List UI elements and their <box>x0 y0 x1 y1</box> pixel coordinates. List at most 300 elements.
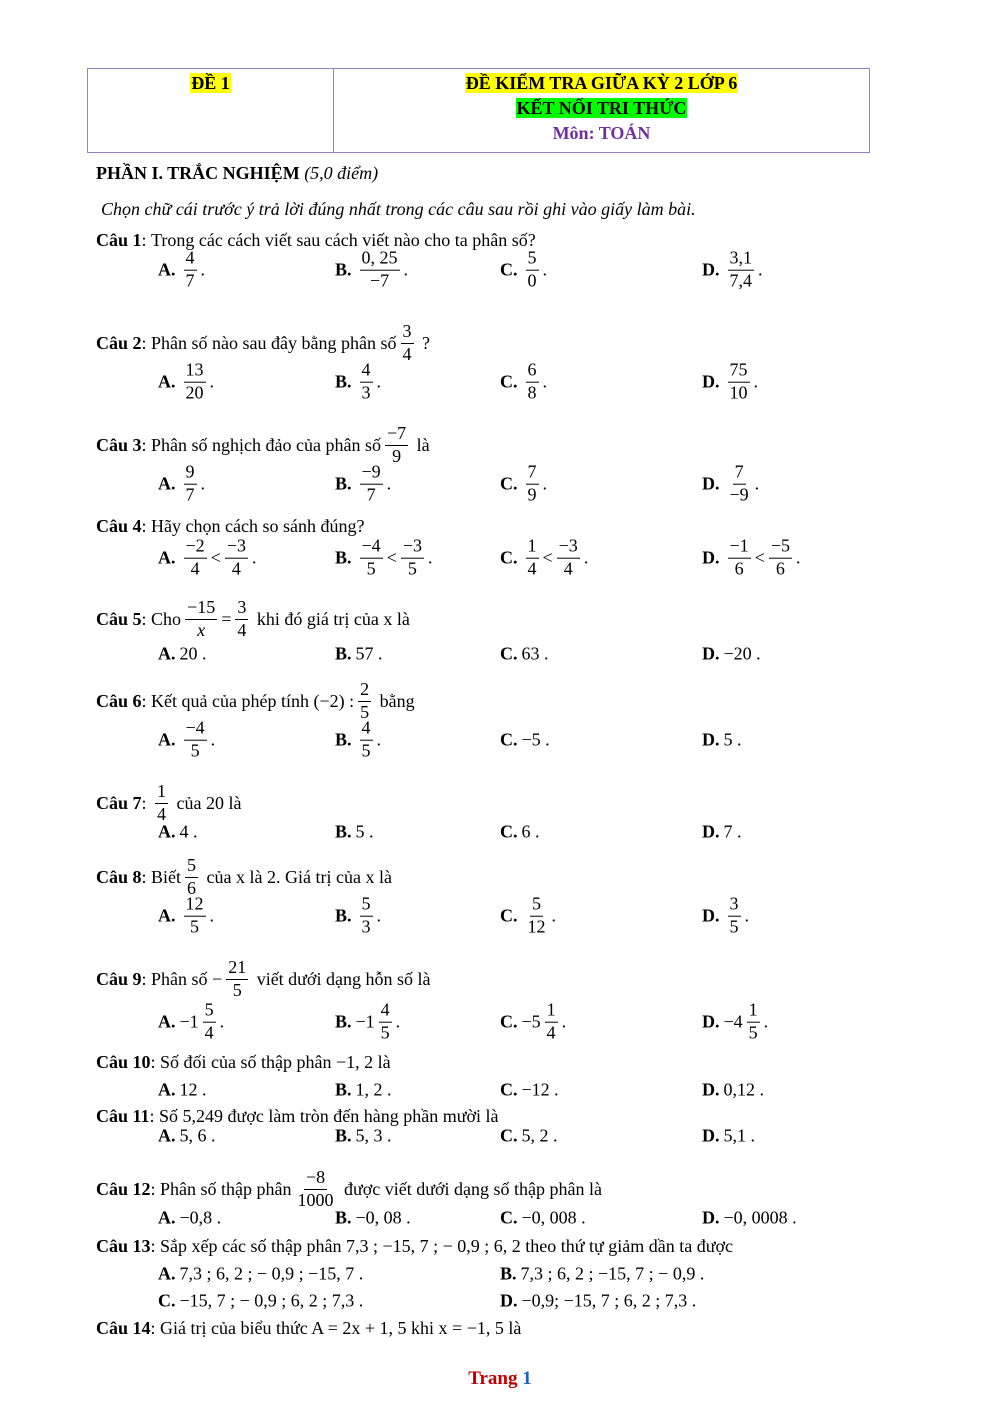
answer-option <box>158 1291 363 1312</box>
option-letter: A. <box>158 643 176 664</box>
option-fraction <box>728 537 751 580</box>
denominator: 6 <box>775 558 785 579</box>
section-title <box>96 163 378 184</box>
question-label: Câu 4 <box>96 516 142 536</box>
numerator: 6 <box>526 361 539 383</box>
mixed-whole: −1 <box>179 1011 199 1032</box>
numerator: 5 <box>530 895 543 917</box>
numerator: 9 <box>184 463 197 485</box>
option-value: 5, 3 . <box>355 1125 392 1146</box>
denominator: 5 <box>729 916 739 937</box>
option-value: 20 . <box>179 643 207 664</box>
denominator: 4 <box>563 558 573 579</box>
option-fraction <box>184 463 197 506</box>
numerator: 3 <box>235 598 248 620</box>
option-period: . <box>744 905 749 926</box>
denominator: 5 <box>360 701 370 722</box>
option-value: −0, 008 . <box>521 1207 586 1228</box>
option-fraction <box>360 361 373 404</box>
numerator: −3 <box>557 537 580 559</box>
footer-word: Trang <box>468 1368 518 1389</box>
question-text: Phân số − <box>151 968 223 989</box>
answer-option <box>500 1126 558 1147</box>
denominator: 4 <box>231 558 241 579</box>
question-label: Câu 7 <box>96 792 142 813</box>
option-letter: D. <box>702 547 720 568</box>
question-text: Trong các cách viết sau cách viết nào cho ta phân số? <box>151 230 536 250</box>
option-fraction <box>545 1001 558 1044</box>
option-period: . <box>542 473 547 494</box>
answer-option <box>335 249 408 292</box>
question-fraction <box>155 782 168 825</box>
instruction-text: Chọn chữ cái trước ý trả lời đúng nhất trong các câu sau rồi ghi vào giấy làm bài. <box>101 199 696 219</box>
question-text-after: bằng <box>375 690 415 711</box>
option-fraction <box>526 537 539 580</box>
denominator: 5 <box>407 558 417 579</box>
exam-title: ĐỀ KIỂM TRA GIỮA KỲ 2 LỚP 6 <box>465 73 738 93</box>
option-value: 4 . <box>179 821 198 842</box>
answer-option <box>335 1126 392 1147</box>
section-points: (5,0 điểm) <box>304 163 379 183</box>
answer-option <box>158 249 205 292</box>
option-fraction <box>526 463 539 506</box>
option-value: 5, 6 . <box>179 1125 216 1146</box>
option-value: 7,3 ; 6, 2 ; −15, 7 ; − 0,9 . <box>520 1263 705 1284</box>
answer-option <box>500 1291 696 1312</box>
numerator: 1 <box>155 782 168 804</box>
option-letter: C. <box>500 547 518 568</box>
numerator: 1 <box>747 1001 760 1023</box>
option-letter: A. <box>158 259 176 280</box>
option-letter: D. <box>702 1079 720 1100</box>
question-colon: : <box>141 332 152 353</box>
exam-number: ĐỀ 1 <box>191 73 230 93</box>
answer-option <box>335 895 381 938</box>
denominator: 9 <box>392 445 402 466</box>
option-period: . <box>209 371 214 392</box>
answer-option <box>702 537 800 580</box>
numerator: −2 <box>184 537 207 559</box>
question-text-after: khi đó giá trị của x là <box>252 608 410 629</box>
header-table <box>87 68 870 153</box>
option-letter: C. <box>500 729 518 750</box>
option-letter: B. <box>335 1011 352 1032</box>
option-letter: A. <box>158 547 176 568</box>
option-fraction <box>360 249 400 292</box>
denominator: 4 <box>527 558 537 579</box>
question-stem <box>96 516 364 537</box>
less-than-sign: < <box>210 547 221 568</box>
denominator: 12 <box>527 916 546 937</box>
option-fraction <box>360 537 383 580</box>
question-stem <box>96 782 242 825</box>
denominator: 4 <box>204 1022 214 1043</box>
answer-option <box>335 1208 411 1229</box>
option-letter: B. <box>335 371 352 392</box>
answer-option <box>158 463 205 506</box>
denominator: 8 <box>527 382 537 403</box>
answer-option <box>702 895 749 938</box>
option-fraction <box>360 463 383 506</box>
answer-option <box>500 644 549 665</box>
option-letter: B. <box>335 547 352 568</box>
numerator: 13 <box>184 361 206 383</box>
question-colon: : <box>150 1318 161 1338</box>
denominator: 5 <box>748 1022 758 1043</box>
option-fraction <box>401 537 424 580</box>
option-fraction <box>728 249 755 292</box>
option-letter: D. <box>702 1207 720 1228</box>
numerator: −15 <box>185 598 217 620</box>
option-letter: C. <box>500 371 518 392</box>
page-footer <box>0 1368 1000 1390</box>
option-period: . <box>210 729 216 750</box>
option-value: 7,3 ; 6, 2 ; − 0,9 ; −15, 7 . <box>179 1263 364 1284</box>
numerator: 5 <box>526 249 539 271</box>
answer-option <box>335 1080 392 1101</box>
numerator: 3,1 <box>728 249 755 271</box>
denominator: 0 <box>527 270 537 291</box>
numerator: 3 <box>728 895 741 917</box>
numerator: −4 <box>184 719 207 741</box>
answer-option <box>158 1208 221 1229</box>
answer-option <box>335 361 381 404</box>
option-period: . <box>209 905 214 926</box>
denominator: 10 <box>729 382 748 403</box>
answer-option <box>702 1080 764 1101</box>
option-value: 6 . <box>521 821 540 842</box>
option-value: 7 . <box>723 821 742 842</box>
option-fraction <box>728 895 741 938</box>
option-letter: D. <box>702 821 720 842</box>
denominator: 3 <box>361 916 371 937</box>
question-text: Sắp xếp các số thập phân 7,3 ; −15, 7 ; − 0,9 ; 6, 2 theo thứ tự giảm dần ta được <box>160 1236 734 1256</box>
option-period: . <box>376 905 382 926</box>
question-text: Phân số nào sau đây bằng phân số <box>151 332 397 353</box>
denominator: 6 <box>187 877 197 898</box>
option-letter: B. <box>335 729 352 750</box>
option-period: . <box>754 473 760 494</box>
option-letter: D. <box>702 473 720 494</box>
numerator: −1 <box>728 537 751 559</box>
option-period: . <box>542 371 547 392</box>
question-stem <box>96 1106 499 1127</box>
question-text-after: được viết dưới dạng số thập phân là <box>339 1178 603 1199</box>
question-label: Câu 5 <box>96 608 142 629</box>
answer-option <box>335 1001 400 1044</box>
denominator: 4 <box>546 1022 556 1043</box>
option-value: −0, 08 . <box>355 1207 411 1228</box>
section-instruction <box>101 199 696 220</box>
answer-option <box>702 730 742 751</box>
header-left-cell <box>88 69 334 152</box>
option-letter: D. <box>702 371 720 392</box>
option-letter: C. <box>500 1125 518 1146</box>
page-number: 1 <box>522 1368 532 1389</box>
answer-option <box>500 537 588 580</box>
answer-option <box>158 1080 207 1101</box>
option-fraction <box>557 537 580 580</box>
option-value: 5,1 . <box>723 1125 755 1146</box>
answer-option <box>158 895 214 938</box>
question-label: Câu 3 <box>96 434 142 455</box>
option-letter: B. <box>335 1207 352 1228</box>
option-letter: B. <box>335 821 352 842</box>
denominator: −7 <box>369 270 390 291</box>
equals-sign: = <box>221 608 232 629</box>
numerator: −7 <box>385 424 408 446</box>
option-fraction <box>203 1001 216 1044</box>
answer-option <box>500 249 547 292</box>
option-letter: B. <box>500 1263 517 1284</box>
option-letter: A. <box>158 473 176 494</box>
option-period: . <box>561 1011 567 1032</box>
option-fraction <box>728 361 750 404</box>
numerator: 5 <box>203 1001 216 1023</box>
denominator: 5 <box>380 1022 390 1043</box>
numerator: −9 <box>360 463 383 485</box>
option-letter: B. <box>335 259 352 280</box>
question-label: Câu 10 <box>96 1052 151 1072</box>
question-text: Giá trị của biểu thức A = 2x + 1, 5 khi x = −1, 5 là <box>160 1318 522 1338</box>
denominator: 4 <box>402 343 412 364</box>
numerator: 1 <box>545 1001 558 1023</box>
option-letter: C. <box>158 1290 176 1311</box>
option-fraction <box>184 537 207 580</box>
option-period: . <box>376 371 382 392</box>
denominator: 5 <box>190 916 199 937</box>
numerator: 4 <box>360 361 373 383</box>
numerator: 1 <box>526 537 539 559</box>
exam-series: KẾT NỐI TRI THỨC <box>516 98 687 118</box>
option-letter: C. <box>500 1079 518 1100</box>
denominator: 7 <box>366 484 376 505</box>
question-stem <box>96 598 410 641</box>
option-period: . <box>200 259 205 280</box>
question-label: Câu 11 <box>96 1106 150 1126</box>
option-letter: D. <box>702 643 720 664</box>
denominator: 7 <box>185 270 195 291</box>
answer-option <box>702 1126 755 1147</box>
option-letter: D. <box>702 1011 720 1032</box>
denominator: 4 <box>190 558 200 579</box>
option-letter: B. <box>335 643 352 664</box>
exam-subject: Môn: TOÁN <box>552 123 651 143</box>
option-fraction <box>526 249 539 292</box>
answer-option <box>702 361 758 404</box>
question-fraction <box>401 322 414 365</box>
section-heading: PHẦN I. TRẮC NGHIỆM <box>96 163 300 183</box>
option-letter: B. <box>335 473 352 494</box>
question-text: Biết <box>151 866 182 887</box>
option-letter: D. <box>500 1290 518 1311</box>
answer-option <box>500 895 556 938</box>
option-letter: C. <box>500 1207 518 1228</box>
option-fraction <box>526 895 548 938</box>
question-stem <box>96 1318 521 1339</box>
answer-option <box>335 463 391 506</box>
question-label: Câu 13 <box>96 1236 151 1256</box>
option-letter: A. <box>158 1011 176 1032</box>
less-than-sign: < <box>542 547 553 568</box>
option-letter: A. <box>158 729 176 750</box>
question-colon: : <box>141 690 152 711</box>
option-value: 57 . <box>355 643 383 664</box>
answer-option <box>158 822 198 843</box>
mixed-whole: −5 <box>521 1011 541 1032</box>
answer-option <box>335 644 383 665</box>
denominator: 4 <box>237 619 247 640</box>
less-than-sign: < <box>754 547 765 568</box>
option-value: 12 . <box>179 1079 207 1100</box>
option-fraction <box>184 719 207 762</box>
question-text: Cho <box>151 608 182 629</box>
option-period: . <box>219 1011 225 1032</box>
question-text: Hãy chọn cách so sánh đúng? <box>151 516 365 536</box>
numerator: 21 <box>226 958 248 980</box>
question-fraction <box>296 1168 336 1211</box>
question-fraction <box>385 424 408 467</box>
option-letter: A. <box>158 1207 176 1228</box>
question-text-after: của 20 là <box>172 792 242 813</box>
option-letter: A. <box>158 1125 176 1146</box>
option-fraction <box>379 1001 392 1044</box>
option-value: −5 . <box>521 729 550 750</box>
denominator: 20 <box>185 382 204 403</box>
denominator: 1000 <box>297 1189 334 1210</box>
answer-option <box>500 1080 559 1101</box>
option-value: −0,8 . <box>179 1207 222 1228</box>
answer-option <box>500 1264 704 1285</box>
option-letter: C. <box>500 259 518 280</box>
denominator: 9 <box>527 484 537 505</box>
answer-option <box>500 822 540 843</box>
question-stem <box>96 958 430 1001</box>
question-colon: : <box>149 1106 160 1126</box>
answer-option <box>158 1001 224 1044</box>
answer-option <box>702 644 761 665</box>
question-fraction <box>185 856 198 899</box>
question-stem <box>96 424 430 467</box>
denominator: 4 <box>157 803 167 824</box>
option-fraction <box>360 719 373 762</box>
option-letter: A. <box>158 905 176 926</box>
denominator: 5 <box>232 979 242 1000</box>
numerator: 4 <box>184 249 197 271</box>
option-fraction <box>184 895 206 938</box>
header-right-cell <box>334 69 869 152</box>
numerator: −3 <box>401 537 424 559</box>
answer-option <box>158 1264 363 1285</box>
numerator: 4 <box>360 719 373 741</box>
question-colon: : <box>141 792 152 813</box>
numerator: 5 <box>185 856 198 878</box>
numerator: 5 <box>360 895 373 917</box>
question-label: Câu 8 <box>96 866 142 887</box>
option-period: . <box>251 547 257 568</box>
option-letter: C. <box>500 1011 518 1032</box>
question-stem <box>96 1052 391 1073</box>
answer-option <box>335 822 374 843</box>
option-period: . <box>758 259 763 280</box>
denominator: 5 <box>361 740 371 761</box>
option-letter: B. <box>335 905 352 926</box>
option-letter: B. <box>335 1079 352 1100</box>
option-value: 63 . <box>521 643 549 664</box>
numerator: 7 <box>526 463 539 485</box>
question-text-after: ? <box>417 332 430 353</box>
option-letter: A. <box>158 1079 176 1100</box>
denominator: x <box>197 619 206 640</box>
option-period: . <box>395 1011 401 1032</box>
option-value: 1, 2 . <box>355 1079 392 1100</box>
answer-option <box>158 537 256 580</box>
answer-option <box>702 822 742 843</box>
denominator: 7 <box>185 484 195 505</box>
numerator: 4 <box>379 1001 392 1023</box>
numerator: −3 <box>225 537 248 559</box>
question-stem <box>96 680 415 723</box>
question-stem <box>96 1168 602 1211</box>
option-letter: A. <box>158 371 176 392</box>
option-letter: A. <box>158 1263 176 1284</box>
option-period: . <box>376 729 382 750</box>
option-value: 5 . <box>723 729 742 750</box>
denominator: 5 <box>190 740 200 761</box>
denominator: 5 <box>366 558 376 579</box>
option-letter: D. <box>702 729 720 750</box>
option-period: . <box>403 259 409 280</box>
option-letter: C. <box>500 905 518 926</box>
question-fraction <box>358 680 371 723</box>
question-text: Số 5,249 được làm tròn đến hàng phần mười là <box>159 1106 499 1126</box>
question-colon: : <box>150 1236 161 1256</box>
question-label: Câu 12 <box>96 1178 151 1199</box>
option-period: . <box>763 1011 769 1032</box>
answer-option <box>702 249 763 292</box>
option-fraction <box>747 1001 760 1044</box>
question-colon: : <box>150 1178 161 1199</box>
question-label: Câu 1 <box>96 230 142 250</box>
answer-option <box>702 1208 797 1229</box>
numerator: 12 <box>184 895 206 917</box>
option-value: −20 . <box>723 643 761 664</box>
option-value: 0,12 . <box>723 1079 764 1100</box>
numerator: 0, 25 <box>360 249 400 271</box>
option-letter: C. <box>500 473 518 494</box>
question-label: Câu 9 <box>96 968 142 989</box>
question-label: Câu 6 <box>96 690 142 711</box>
option-period: . <box>427 547 433 568</box>
answer-option <box>335 537 432 580</box>
question-text: Phân số nghịch đảo của phân số <box>151 434 381 455</box>
question-colon: : <box>141 516 152 536</box>
less-than-sign: < <box>386 547 397 568</box>
denominator: 6 <box>734 558 744 579</box>
option-letter: C. <box>500 643 518 664</box>
answer-option <box>500 1001 566 1044</box>
mixed-whole: −1 <box>355 1011 375 1032</box>
numerator: 2 <box>358 680 371 702</box>
option-fraction <box>225 537 248 580</box>
option-letter: D. <box>702 905 720 926</box>
answer-option <box>158 1126 216 1147</box>
option-value: 5 . <box>355 821 374 842</box>
question-colon: : <box>141 608 152 629</box>
option-letter: D. <box>702 1125 720 1146</box>
numerator: −5 <box>769 537 792 559</box>
numerator: 3 <box>401 322 414 344</box>
